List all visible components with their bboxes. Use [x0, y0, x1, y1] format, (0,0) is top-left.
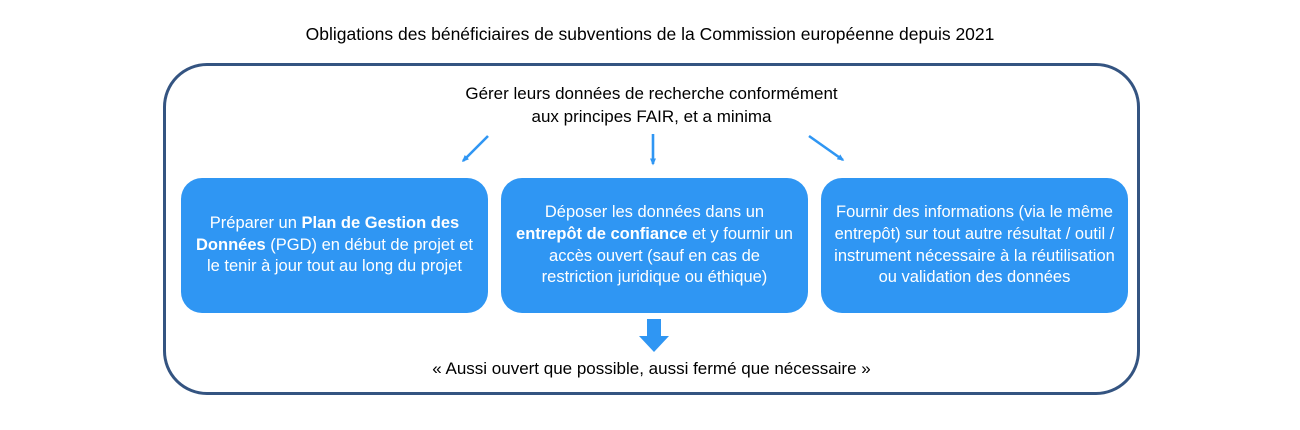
box-provide-information-text: Fournir des informations (via le même entrepôt) sur tout autre résultat / outil / instrument nécessaire à la réutilisation ou validation des données: [834, 202, 1115, 287]
arrow-down-left-icon: [463, 136, 488, 161]
page-title: Obligations des bénéficiaires de subventions de la Commission européenne depuis 2021: [305, 24, 995, 44]
intro-text: [166, 82, 1137, 128]
thick-down-arrow-icon: [639, 319, 669, 352]
box-provide-information: [821, 178, 1128, 313]
intro-line-2: aux principes FAIR, et a minima: [531, 107, 772, 126]
box-trusted-repository: [501, 178, 808, 313]
obligation-boxes: [181, 178, 1128, 313]
intro-line-1: Gérer leurs données de recherche conformément: [465, 84, 838, 103]
obligations-container: [163, 63, 1140, 395]
open-closed-quote: « Aussi ouvert que possible, aussi fermé que nécessaire »: [432, 359, 871, 378]
arrow-down-right-icon: [809, 136, 843, 160]
box-trusted-repository-text: Déposer les données dans un entrepôt de confiance et y fournir un accès ouvert (sauf en cas de restriction juridique ou éthique): [516, 202, 793, 287]
box-data-management-plan: [181, 178, 488, 313]
box-data-management-plan-text: Préparer un Plan de Gestion des Données (PGD) en début de projet et le tenir à jour tout au long du projet: [196, 213, 473, 276]
